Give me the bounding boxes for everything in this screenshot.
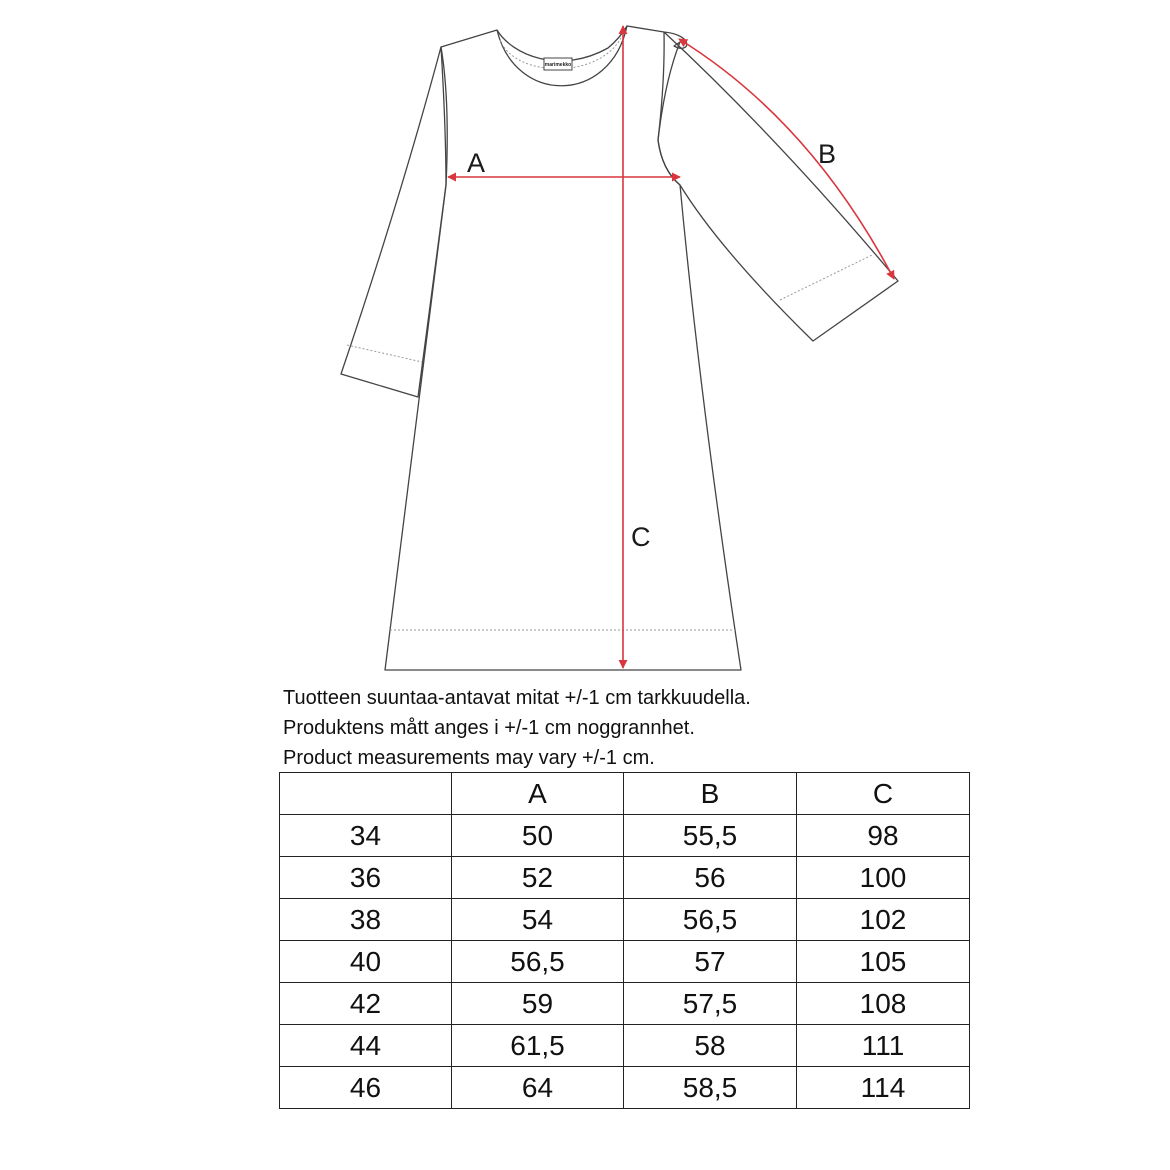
size-cell: 34 [280, 815, 452, 857]
a-cell: 52 [452, 857, 624, 899]
left-cuff-stitch [347, 345, 422, 362]
table-row [280, 941, 970, 983]
b-cell: 57,5 [624, 983, 797, 1025]
note-swedish: Produktens mått anges i +/-1 cm noggrannhet. [283, 717, 695, 739]
note-english: Product measurements may vary +/-1 cm. [283, 747, 655, 769]
header-c: C [797, 773, 970, 815]
size-cell: 38 [280, 899, 452, 941]
size-chart-table [279, 772, 970, 1109]
a-cell: 54 [452, 899, 624, 941]
size-cell: 46 [280, 1067, 452, 1109]
table-row [280, 1067, 970, 1109]
header-a: A [452, 773, 624, 815]
right-cuff-stitch [780, 255, 872, 300]
a-cell: 64 [452, 1067, 624, 1109]
b-cell: 55,5 [624, 815, 797, 857]
table-row [280, 1025, 970, 1067]
c-cell: 105 [797, 941, 970, 983]
collar [497, 26, 627, 61]
header-b: B [624, 773, 797, 815]
c-cell: 114 [797, 1067, 970, 1109]
c-cell: 108 [797, 983, 970, 1025]
measure-b-label: B [818, 139, 837, 169]
b-cell: 56 [624, 857, 797, 899]
note-finnish: Tuotteen suuntaa-antavat mitat +/-1 cm tarkkuudella. [283, 687, 751, 709]
brand-label-text: marimekko [544, 62, 572, 68]
c-cell: 111 [797, 1025, 970, 1067]
measure-b-line [679, 39, 894, 279]
table-row [280, 857, 970, 899]
a-cell: 59 [452, 983, 624, 1025]
a-cell: 50 [452, 815, 624, 857]
measure-a-label: A [467, 148, 486, 178]
c-cell: 102 [797, 899, 970, 941]
a-cell: 56,5 [452, 941, 624, 983]
header-size [280, 773, 452, 815]
a-cell: 61,5 [452, 1025, 624, 1067]
table-row [280, 899, 970, 941]
measurement-notes [283, 683, 983, 773]
c-cell: 100 [797, 857, 970, 899]
b-cell: 58,5 [624, 1067, 797, 1109]
right-sleeve [658, 32, 898, 341]
table-row [280, 815, 970, 857]
measure-c-label: C [631, 522, 651, 552]
table-header-row [280, 773, 970, 815]
size-cell: 44 [280, 1025, 452, 1067]
left-sleeve [341, 47, 446, 397]
c-cell: 98 [797, 815, 970, 857]
dress-outline [385, 26, 741, 670]
table-row [280, 983, 970, 1025]
size-cell: 40 [280, 941, 452, 983]
size-cell: 42 [280, 983, 452, 1025]
b-cell: 56,5 [624, 899, 797, 941]
b-cell: 57 [624, 941, 797, 983]
size-cell: 36 [280, 857, 452, 899]
b-cell: 58 [624, 1025, 797, 1067]
